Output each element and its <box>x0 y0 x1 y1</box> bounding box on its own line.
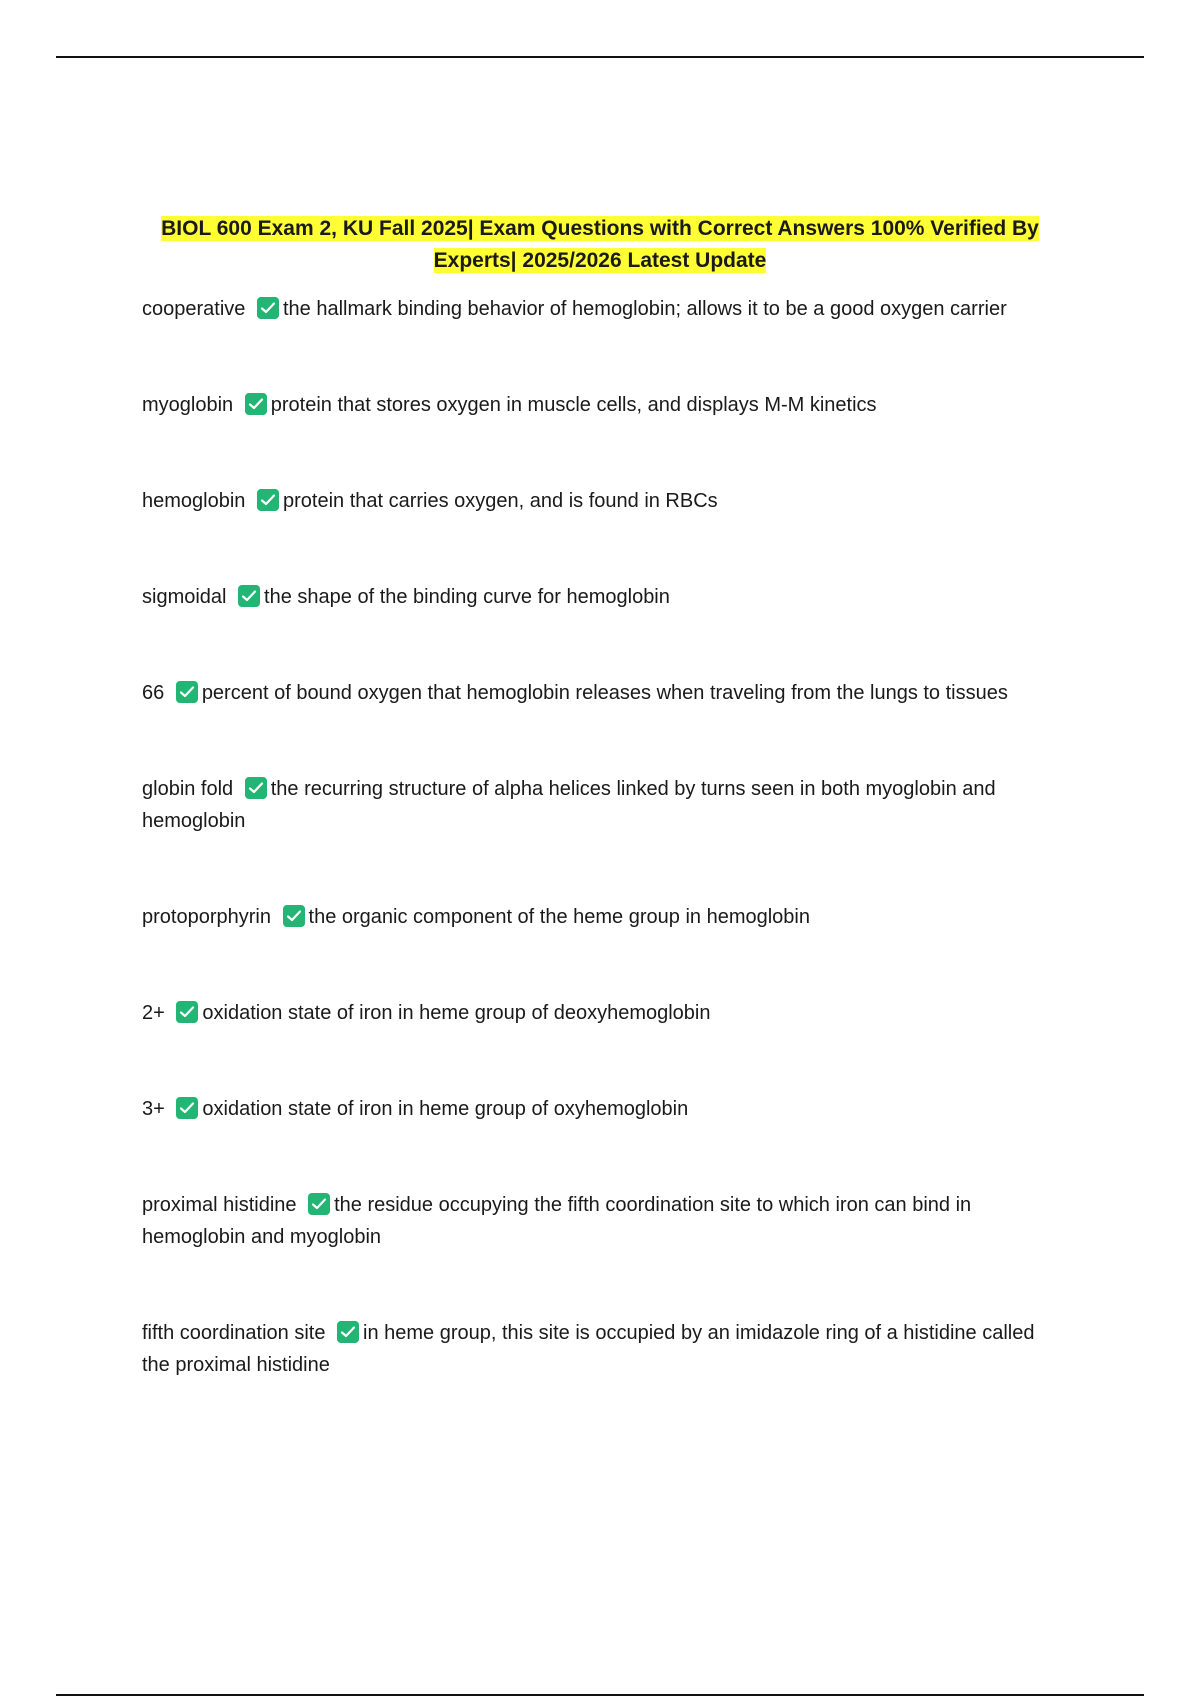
check-mark-icon <box>245 393 267 415</box>
entry-definition: protein that carries oxygen, and is found in RBCs <box>282 490 718 512</box>
qa-entry <box>142 773 1062 837</box>
check-mark-icon <box>257 297 279 319</box>
check-mark-icon <box>337 1321 359 1343</box>
entry-definition: oxidation state of iron in heme group of deoxyhemoglobin <box>202 1002 711 1024</box>
entry-term: proximal histidine <box>142 1194 297 1216</box>
qa-entry <box>142 1189 1062 1253</box>
entry-definition: in heme group, this site is occupied by an imidazole ring of a histidine called the proximal histidine <box>142 1322 1035 1376</box>
check-mark-icon <box>176 681 198 703</box>
entry-term: 3+ <box>142 1098 165 1120</box>
check-mark-icon <box>257 489 279 511</box>
entry-definition: oxidation state of iron in heme group of oxyhemoglobin <box>202 1098 689 1120</box>
entry-definition: the organic component of the heme group in hemoglobin <box>308 906 810 928</box>
bottom-rule <box>56 1694 1144 1696</box>
top-rule <box>56 56 1144 58</box>
qa-entry <box>142 997 1062 1029</box>
entry-term: hemoglobin <box>142 490 246 512</box>
title-line-2: Experts| 2025/2026 Latest Update <box>433 249 767 272</box>
qa-entry <box>142 1317 1062 1381</box>
qa-entry <box>142 677 1062 709</box>
entry-definition: percent of bound oxygen that hemoglobin releases when traveling from the lungs to tissues <box>201 682 1008 704</box>
check-mark-icon <box>176 1097 198 1119</box>
qa-entry <box>142 581 1062 613</box>
check-mark-icon <box>238 585 260 607</box>
qa-list <box>142 293 1062 1445</box>
entry-term: protoporphyrin <box>142 906 271 928</box>
title-line-1: BIOL 600 Exam 2, KU Fall 2025| Exam Questions with Correct Answers 100% Verified By <box>161 217 1039 240</box>
qa-entry <box>142 1093 1062 1125</box>
qa-entry <box>142 485 1062 517</box>
check-mark-icon <box>308 1193 330 1215</box>
entry-term: 2+ <box>142 1002 165 1024</box>
check-mark-icon <box>245 777 267 799</box>
entry-term: sigmoidal <box>142 586 227 608</box>
document-title <box>160 213 1040 277</box>
check-mark-icon <box>176 1001 198 1023</box>
qa-entry <box>142 901 1062 933</box>
entry-term: 66 <box>142 682 165 704</box>
entry-definition: the residue occupying the fifth coordination site to which iron can bind in hemoglobin and myoglobin <box>142 1194 972 1248</box>
entry-term: fifth coordination site <box>142 1322 326 1344</box>
qa-entry <box>142 389 1062 421</box>
entry-definition: protein that stores oxygen in muscle cells, and displays M-M kinetics <box>270 394 877 416</box>
entry-term: cooperative <box>142 298 246 320</box>
entry-term: globin fold <box>142 778 234 800</box>
entry-definition: the hallmark binding behavior of hemoglobin; allows it to be a good oxygen carrier <box>282 298 1007 320</box>
entry-definition: the recurring structure of alpha helices linked by turns seen in both myoglobin and hemoglobin <box>142 778 996 832</box>
entry-definition: the shape of the binding curve for hemoglobin <box>264 586 670 608</box>
qa-entry <box>142 293 1062 325</box>
entry-term: myoglobin <box>142 394 234 416</box>
check-mark-icon <box>283 905 305 927</box>
